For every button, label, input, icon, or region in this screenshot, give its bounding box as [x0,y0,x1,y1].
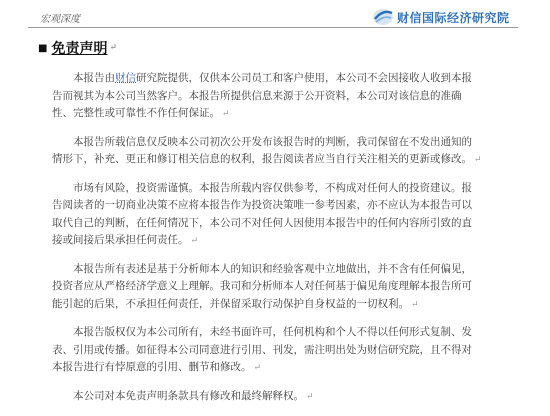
paragraph-5 [52,324,482,378]
company-logo [372,6,510,28]
company-link[interactable]: 财信 [115,72,136,84]
paragraph-6 [52,388,482,407]
paragraph-text: 本报告所有表述是基于分析师本人的知识和经验客观中立地做出，并不含有任何偏见，投资者应从严格经济学意义上理解。我司和分析师本人对任何基于偏见角度理解本报告所可能引起的后果，不承担任何责任，并保留采取行动保护自身权益的一切权利。 [52,262,472,310]
paragraph-text: 市场有风险，投资需谨慎。本报告所载内容仅供参考，不构成对任何人的投资建议。报告阅读者的一切商业决策不应将本报告作为投资决策唯一参考因素，亦不应认为本报告可以取代自己的判断，在任何情况下，本公司不对任何人因使用本报告中的任何内容所引致的直接或间接后果承担任何责任。 [52,181,472,246]
paragraph-mark-icon: ↵ [474,155,482,165]
paragraph-mark-icon: ↵ [190,236,199,246]
paragraph-mark-icon: ↵ [222,109,230,119]
paragraph-mark-icon: ↵ [306,391,314,402]
paragraph-mark-icon: ↵ [253,363,262,373]
paragraph-4 [52,261,482,315]
paragraph-1 [52,70,482,124]
disclaimer-heading [38,38,482,58]
paragraph-mark-icon: ↵ [109,43,117,53]
paragraph-text: 研究院提供，仅供本公司员工和客户使用，本公司不会因接收人收到本报告而视其为本公司当然客户。本报告所提供信息来源于公开资料，本公司对该信息的准确性、完整性或可靠性不作任何保证。 [52,72,472,119]
page-header [0,0,550,32]
header-label: 宏观深度 [40,14,80,25]
paragraph-text: 本报告所载信息仅反映本公司初次公开发布该报告时的判断，我司保留在不发出通知的情形下，补充、更正和修订相关信息的权利，报告阅读者应当自行关注相关的更新或修改。 [52,135,472,165]
paragraph-mark-icon: ↵ [411,299,419,310]
logo-icon [372,7,394,27]
paragraph-2 [52,134,482,170]
heading-text: 免责声明 [51,41,108,57]
paragraph-text: 本报告由 [73,72,115,84]
document-body [38,38,482,416]
header-divider [28,27,518,28]
paragraph-text: 本公司对本免责声明条款具有修改和最终解释权。 [73,389,304,402]
logo-text: 财信国际经济研究院 [397,10,510,25]
bullet-icon: ■ [38,42,48,54]
paragraph-3 [52,180,482,251]
paragraph-text: 本报告版权仅为本公司所有，未经书面许可，任何机构和个人不得以任何形式复制、发表、引用或传播。如征得本公司同意进行引用、刊发，需注明出处为财信研究院，且不得对本报告进行有悖原意的引用、删节和修改。 [52,326,472,373]
